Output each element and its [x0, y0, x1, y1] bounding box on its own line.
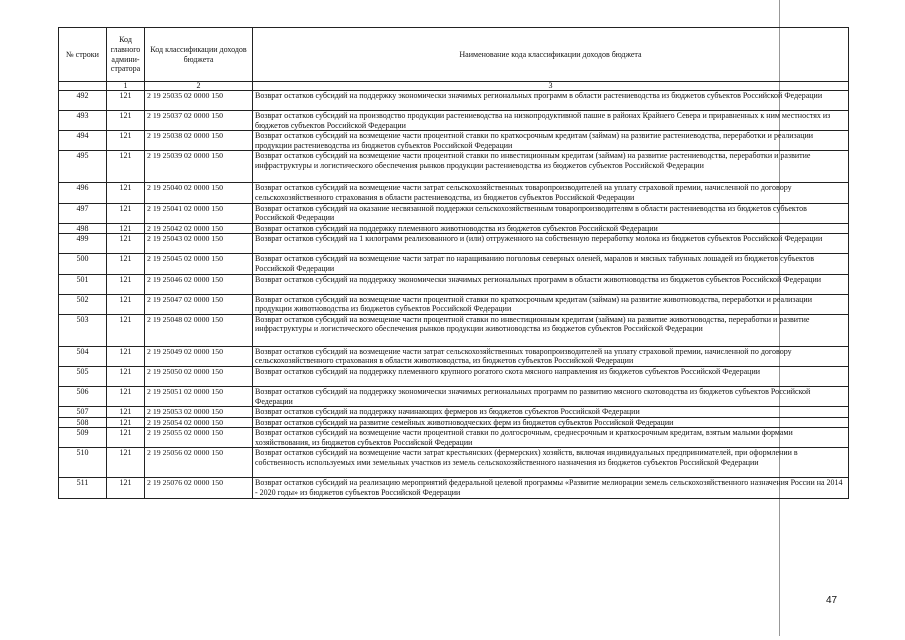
- code-name: Возврат остатков субсидий на 1 килограмм реализованного и (или) отгруженного на собственную переработку молока из бюджетов субъектов Российской Федерации: [253, 234, 849, 254]
- row-number: 510: [59, 448, 107, 478]
- table-row: [59, 91, 849, 111]
- column-index-row: [59, 82, 849, 91]
- table-row: [59, 448, 849, 478]
- table-row: [59, 386, 849, 406]
- classification-code: 2 19 25035 02 0000 150: [145, 91, 253, 111]
- row-number: 494: [59, 131, 107, 151]
- code-name: Возврат остатков субсидий на возмещение части затрат сельскохозяйственных товаропроизводителей на уплату страховой премии, начисленной по договору сельскохозяйственного страхования в области животноводства, из бюджетов субъектов Российской Федерации: [253, 346, 849, 366]
- header-admin-code: Код главного админи-стратора: [107, 28, 145, 82]
- code-name: Возврат остатков субсидий на производство продукции растениеводства на низкопродуктивной пашне в районах Крайнего Севера и приравненных к ним местностях из бюджетов субъектов Российской Федерации: [253, 111, 849, 131]
- row-number: 492: [59, 91, 107, 111]
- admin-code: 121: [107, 131, 145, 151]
- admin-code: 121: [107, 183, 145, 203]
- table-row: [59, 111, 849, 131]
- admin-code: 121: [107, 478, 145, 498]
- code-name: Возврат остатков субсидий на возмещение части затрат крестьянских (фермерских) хозяйств, включая индивидуальных предпринимателей, при оформлении в собственность используемых ими земельных участков из земель сельскохозяйственного назначения из бюджетов субъектов Российской Федерации: [253, 448, 849, 478]
- page-number: 47: [826, 595, 838, 606]
- row-number: 511: [59, 478, 107, 498]
- admin-code: 121: [107, 254, 145, 274]
- code-name: Возврат остатков субсидий на поддержку племенного крупного рогатого скота мясного направления из бюджетов субъектов Российской Федерации: [253, 366, 849, 386]
- table-row: [59, 314, 849, 346]
- table-row: [59, 183, 849, 203]
- admin-code: 121: [107, 346, 145, 366]
- table-row: [59, 407, 849, 418]
- table-row: [59, 234, 849, 254]
- code-name: Возврат остатков субсидий на поддержку экономически значимых региональных программ по развитию мясного скотоводства из бюджетов субъектов Российской Федерации: [253, 386, 849, 406]
- admin-code: 121: [107, 234, 145, 254]
- row-number: 502: [59, 294, 107, 314]
- admin-code: 121: [107, 386, 145, 406]
- code-name: Возврат остатков субсидий на возмещение части процентной ставки по инвестиционным кредитам (займам) на развитие растениеводства, переработки и развитие инфраструктуры и логистического обеспечения рынков продукции растениеводства из бюджетов субъектов Российской Федерации: [253, 151, 849, 183]
- classification-code: 2 19 25037 02 0000 150: [145, 111, 253, 131]
- table-row: [59, 417, 849, 428]
- header-code-name: Наименование кода классификации доходов бюджета: [253, 28, 849, 82]
- admin-code: 121: [107, 314, 145, 346]
- table-row: [59, 254, 849, 274]
- row-number: 508: [59, 417, 107, 428]
- table-row: [59, 294, 849, 314]
- classification-code: 2 19 25054 02 0000 150: [145, 417, 253, 428]
- column-index: 2: [145, 82, 253, 91]
- admin-code: 121: [107, 151, 145, 183]
- code-name: Возврат остатков субсидий на возмещение части процентной ставки по долгосрочным, среднесрочным и краткосрочным кредитам, взятым малыми формами хозяйствования, из бюджетов субъектов Российской Федерации: [253, 428, 849, 448]
- classification-code: 2 19 25047 02 0000 150: [145, 294, 253, 314]
- row-number: 498: [59, 223, 107, 234]
- classification-table-container: [58, 27, 848, 499]
- admin-code: 121: [107, 366, 145, 386]
- admin-code: 121: [107, 111, 145, 131]
- code-name: Возврат остатков субсидий на возмещение части затрат по наращиванию поголовья северных оленей, маралов и мясных табунных лошадей из бюджетов субъектов Российской Федерации: [253, 254, 849, 274]
- table-header-row: [59, 28, 849, 82]
- code-name: Возврат остатков субсидий на поддержку экономически значимых региональных программ в области растениеводства из бюджетов субъектов Российской Федерации: [253, 91, 849, 111]
- code-name: Возврат остатков субсидий на поддержку племенного животноводства из бюджетов субъектов Российской Федерации: [253, 223, 849, 234]
- table-row: [59, 131, 849, 151]
- classification-code: 2 19 25053 02 0000 150: [145, 407, 253, 418]
- column-index: 3: [253, 82, 849, 91]
- table-row: [59, 223, 849, 234]
- classification-code: 2 19 25040 02 0000 150: [145, 183, 253, 203]
- code-name: Возврат остатков субсидий на развитие семейных животноводческих ферм из бюджетов субъектов Российской Федерации: [253, 417, 849, 428]
- classification-code: 2 19 25051 02 0000 150: [145, 386, 253, 406]
- code-name: Возврат остатков субсидий на возмещение части процентной ставки по краткосрочным кредитам (займам) на развитие животноводства, переработки и реализации продукции животноводства из бюджетов субъектов Российской Федерации: [253, 294, 849, 314]
- admin-code: 121: [107, 274, 145, 294]
- classification-code: 2 19 25049 02 0000 150: [145, 346, 253, 366]
- admin-code: 121: [107, 294, 145, 314]
- row-number: 509: [59, 428, 107, 448]
- row-number: 505: [59, 366, 107, 386]
- classification-code: 2 19 25056 02 0000 150: [145, 448, 253, 478]
- table-row: [59, 366, 849, 386]
- classification-code: 2 19 25043 02 0000 150: [145, 234, 253, 254]
- classification-code: 2 19 25046 02 0000 150: [145, 274, 253, 294]
- header-row-number: № строки: [59, 28, 107, 82]
- code-name: Возврат остатков субсидий на реализацию мероприятий федеральной целевой программы «Развитие мелиорации земель сельскохозяйственного назначения России на 2014 - 2020 годы» из бюджетов субъектов Российской Федерации: [253, 478, 849, 498]
- row-number: 497: [59, 203, 107, 223]
- classification-code: 2 19 25041 02 0000 150: [145, 203, 253, 223]
- row-number: 496: [59, 183, 107, 203]
- row-number: 495: [59, 151, 107, 183]
- classification-code: 2 19 25076 02 0000 150: [145, 478, 253, 498]
- budget-classification-table: [58, 27, 849, 499]
- table-row: [59, 274, 849, 294]
- admin-code: 121: [107, 407, 145, 418]
- row-number: 504: [59, 346, 107, 366]
- admin-code: 121: [107, 428, 145, 448]
- column-index: [59, 82, 107, 91]
- row-number: 500: [59, 254, 107, 274]
- classification-code: 2 19 25038 02 0000 150: [145, 131, 253, 151]
- code-name: Возврат остатков субсидий на возмещение части затрат сельскохозяйственных товаропроизводителей на уплату страховой премии, начисленной по договору сельскохозяйственного страхования в области растениеводства, из бюджетов субъектов Российской Федерации: [253, 183, 849, 203]
- row-number: 499: [59, 234, 107, 254]
- classification-code: 2 19 25055 02 0000 150: [145, 428, 253, 448]
- admin-code: 121: [107, 203, 145, 223]
- classification-code: 2 19 25050 02 0000 150: [145, 366, 253, 386]
- column-index: 1: [107, 82, 145, 91]
- classification-code: 2 19 25042 02 0000 150: [145, 223, 253, 234]
- admin-code: 121: [107, 448, 145, 478]
- row-number: 503: [59, 314, 107, 346]
- table-row: [59, 346, 849, 366]
- classification-code: 2 19 25045 02 0000 150: [145, 254, 253, 274]
- admin-code: 121: [107, 417, 145, 428]
- code-name: Возврат остатков субсидий на поддержку начинающих фермеров из бюджетов субъектов Российской Федерации: [253, 407, 849, 418]
- code-name: Возврат остатков субсидий на возмещение части процентной ставки по инвестиционным кредитам (займам) на развитие животноводства, переработки и развитие инфраструктуры и логистического обеспечения рынков продукции животноводства из бюджетов субъектов Российской Федерации: [253, 314, 849, 346]
- code-name: Возврат остатков субсидий на поддержку экономически значимых региональных программ в области животноводства из бюджетов субъектов Российской Федерации: [253, 274, 849, 294]
- table-row: [59, 203, 849, 223]
- row-number: 493: [59, 111, 107, 131]
- header-classification-code: Код классификации доходов бюджета: [145, 28, 253, 82]
- classification-code: 2 19 25048 02 0000 150: [145, 314, 253, 346]
- table-row: [59, 478, 849, 498]
- code-name: Возврат остатков субсидий на возмещение части процентной ставки по краткосрочным кредитам (займам) на развитие растениеводства, переработки и реализации продукции растениеводства из бюджетов субъектов Российской Федерации: [253, 131, 849, 151]
- admin-code: 121: [107, 223, 145, 234]
- table-row: [59, 151, 849, 183]
- row-number: 507: [59, 407, 107, 418]
- table-row: [59, 428, 849, 448]
- code-name: Возврат остатков субсидий на оказание несвязанной поддержки сельскохозяйственным товаропроизводителям в области растениеводства из бюджетов субъектов Российской Федерации: [253, 203, 849, 223]
- row-number: 501: [59, 274, 107, 294]
- admin-code: 121: [107, 91, 145, 111]
- row-number: 506: [59, 386, 107, 406]
- classification-code: 2 19 25039 02 0000 150: [145, 151, 253, 183]
